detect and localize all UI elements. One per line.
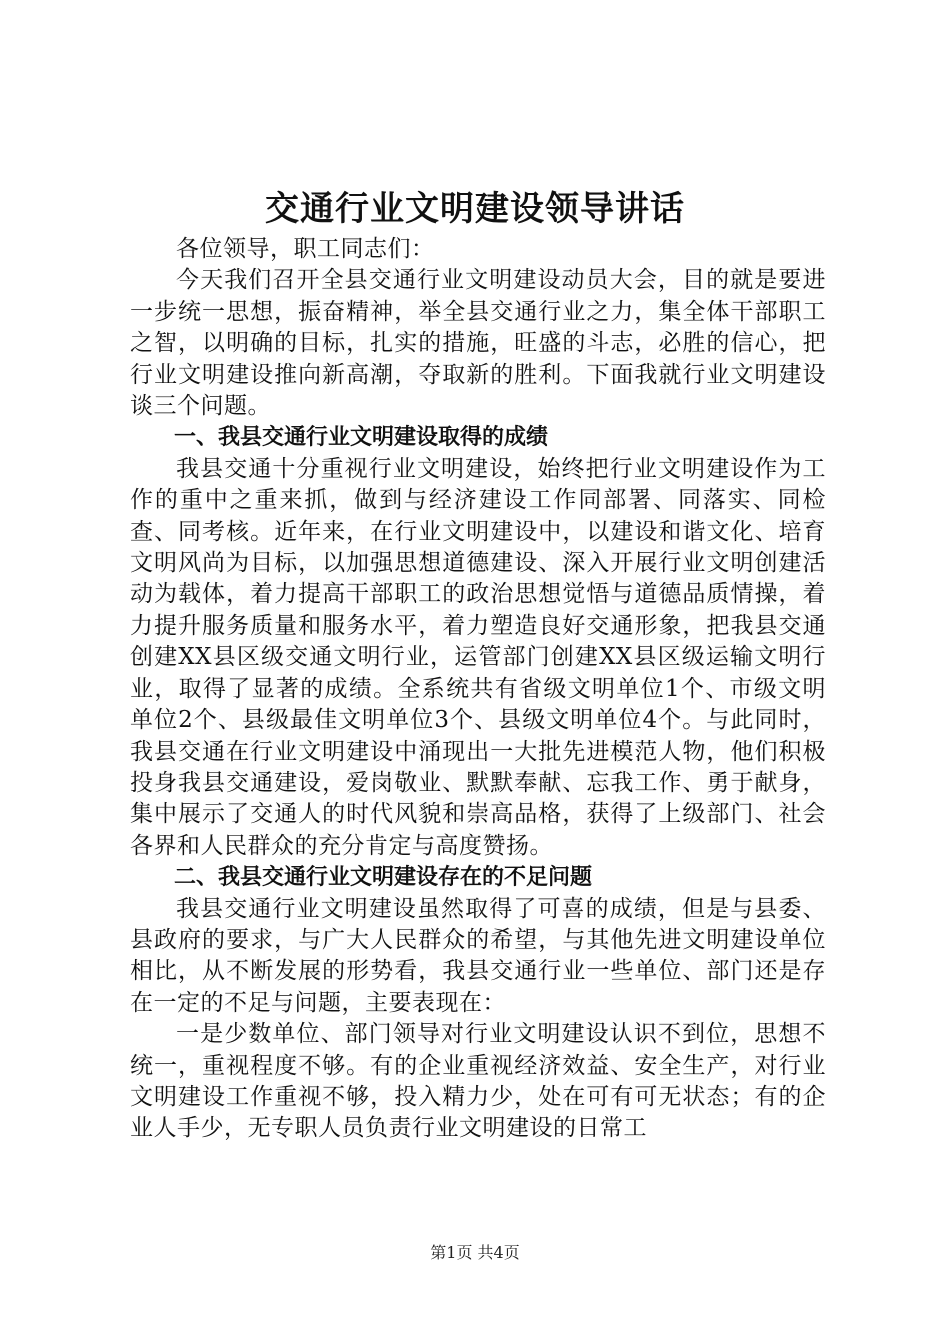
paragraph-achievements: 我县交通十分重视行业文明建设，始终把行业文明建设作为工作的重中之重来抓，做到与经济建设工作同部署、同落实、同检查、同考核。近年来，在行业文明建设中，以建设和谐文化、培育文明风尚为目标，以加强思想道德建设、深入开展行业文明创建活动为载体，着力提高干部职工的政治思想觉悟与道德品质情操，着力提升服务质量和服务水平，着力塑造良好交通形象，把我县交通创建XX县区级交通文明行业，运管部门创建XX县区级运输文明行业，取得了显著的成绩。全系统共有省级文明单位1个、市级文明单位2个、县级最佳文明单位3个、县级文明单位4个。与此同时，我县交通在行业文明建设中涌现出一大批先进模范人物，他们积极投身我县交通建设，爱岗敬业、默默奉献、忘我工作、勇于献身，集中展示了交通人的时代风貌和崇高品格，获得了上级部门、社会各界和人民群众的充分肯定与高度赞扬。 [130,455,826,859]
paragraph-shortcomings: 我县交通行业文明建设虽然取得了可喜的成绩，但是与县委、县政府的要求，与广大人民群众的希望，与其他先进文明建设单位相比，从不断发展的形势看，我县交通行业一些单位、部门还是存在一定的不足与问题，主要表现在： [130,895,826,1016]
paragraph-intro: 今天我们召开全县交通行业文明建设动员大会，目的就是要进一步统一思想，振奋精神，举全县交通行业之力，集全体干部职工之智，以明确的目标，扎实的措施，旺盛的斗志，必胜的信心，把行业文明建设推向新高潮，夺取新的胜利。下面我就行业文明建设谈三个问题。 [130,267,826,420]
document-title: 交通行业文明建设领导讲话 [265,189,685,229]
paragraph-point-one: 一是少数单位、部门领导对行业文明建设认识不到位，思想不统一，重视程度不够。有的企业重视经济效益、安全生产，对行业文明建设工作重视不够，投入精力少，处在可有可无状态；有的企业人手少，无专职人员负责行业文明建设的日常工 [130,1021,826,1142]
document-body [130,234,826,1145]
page-footer: 第1页 共4页 [430,1243,520,1262]
salutation: 各位领导，职工同志们： [176,236,435,262]
section-heading-1: 一、我县交通行业文明建设取得的成绩 [174,425,549,451]
section-heading-2: 二、我县交通行业文明建设存在的不足问题 [174,865,593,891]
